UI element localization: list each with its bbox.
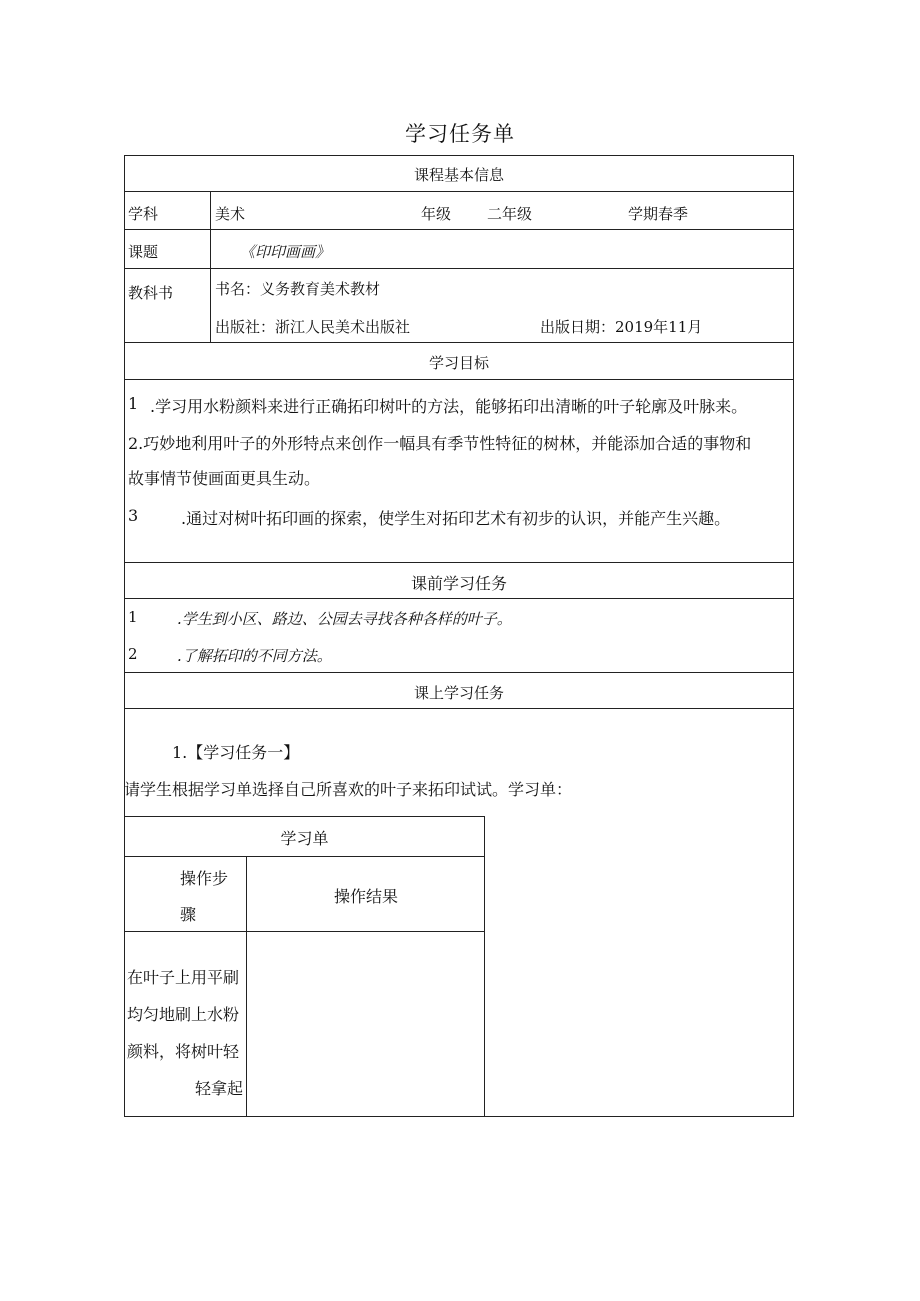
publisher: 出版社：浙江人民美术出版社 [215,318,411,336]
textbook-label: 教科书 [128,284,174,302]
goal-1-text: .学习用水粉颜料来进行正确拓印树叶的方法，能够拓印出清晰的叶子轮廓及叶脉来。 [150,397,748,416]
pre-task-2-text: .了解拓印的不同方法。 [177,647,332,665]
goals-header: 学习目标 [428,354,489,372]
row-divider [124,598,794,599]
goal-2-line-2: 故事情节使画面更具生动。 [128,469,321,488]
term-value: 学期春季 [628,205,689,223]
page-title: 学习任务单 [405,122,515,146]
row-divider [124,562,794,563]
pre-task-1-number: 1 [128,608,138,626]
pre-tasks-header: 课前学习任务 [410,574,507,593]
task-1-title: 1.【学习任务一】 [172,743,300,762]
sheet-col-step-line-1: 操作步 [180,869,229,888]
sheet-step-line-4: 轻拿起 [194,1079,243,1098]
sheet-col-step-line-2: 骤 [180,905,197,924]
row-divider [124,229,794,230]
sheet-divider [124,856,485,857]
row-divider [124,672,794,673]
goal-1-number: 1 [128,394,139,413]
grade-label: 年级 [421,205,452,223]
pre-task-2-number: 2 [128,645,138,663]
subject-value: 美术 [215,205,246,223]
sheet-step-line-2: 均匀地刷上水粉 [127,1005,240,1024]
publish-date: 出版日期：2019年11月 [540,318,703,336]
sheet-divider [124,931,485,932]
row-divider [124,268,794,269]
task-1-description: 请学生根据学习单选择自己所喜欢的叶子来拓印试试。学习单： [124,780,573,799]
sheet-step-line-1: 在叶子上用平刷 [127,968,240,987]
sheet-col-result: 操作结果 [333,887,398,906]
basic-info-header: 课程基本信息 [413,166,504,184]
goal-3-text: .通过对树叶拓印画的探索，使学生对拓印艺术有初步的认识，并能产生兴趣。 [181,509,731,528]
goal-2-line-1: 2.巧妙地利用叶子的外形特点来创作一幅具有季节性特征的树林，并能添加合适的事物和 [128,434,752,453]
subject-label: 学科 [128,205,159,223]
class-tasks-header: 课上学习任务 [413,684,504,702]
row-divider [124,379,794,380]
grade-value: 二年级 [487,205,533,223]
column-divider [210,191,211,342]
sheet-step-line-3: 颜料，将树叶轻 [127,1042,240,1061]
topic-value: 《印印画画》 [240,243,331,261]
row-divider [124,191,794,192]
book-name: 书名：义务教育美术教材 [215,280,381,298]
sheet-title: 学习单 [280,829,329,848]
row-divider [124,708,794,709]
pre-task-1-text: .学生到小区、路边、公园去寻找各种各样的叶子。 [177,610,512,628]
topic-label: 课题 [128,243,159,261]
row-divider [124,342,794,343]
goal-3-number: 3 [128,506,139,525]
